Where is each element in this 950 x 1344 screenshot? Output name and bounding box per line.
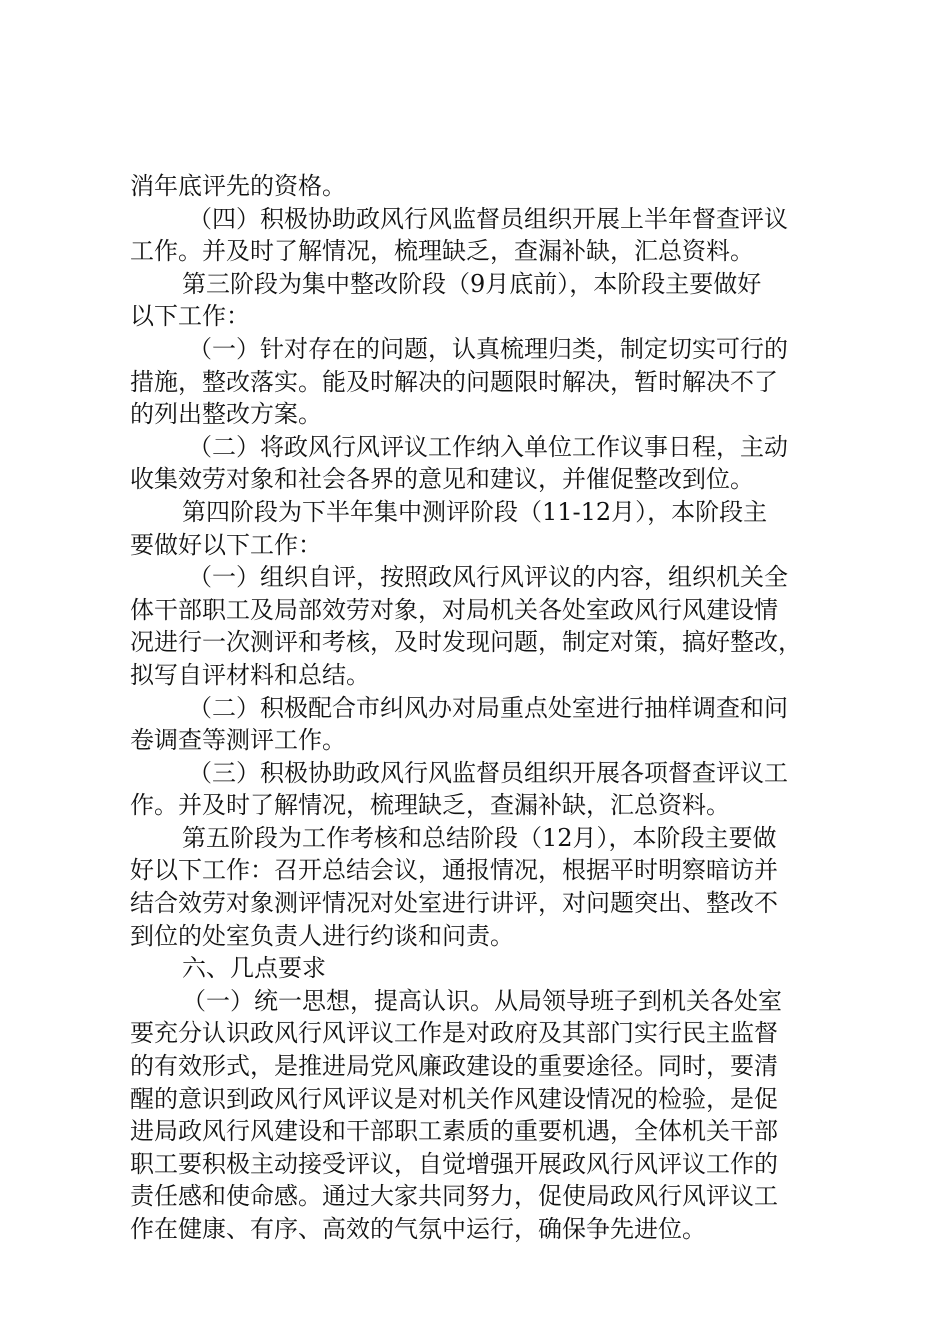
text-line: 职工要积极主动接受评议，自觉增强开展政风行风评议工作的 xyxy=(130,1149,778,1178)
text-line: 的列出整改方案。 xyxy=(130,400,322,429)
text-line: 要做好以下工作： xyxy=(130,530,322,559)
text-line: 责任感和使命感。通过大家共同努力，促使局政风行风评议工 xyxy=(130,1182,778,1211)
text-line: 措施，整改落实。能及时解决的问题限时解决，暂时解决不了 xyxy=(130,367,778,396)
text-line: 收集效劳对象和社会各界的意见和建议，并催促整改到位。 xyxy=(130,465,754,494)
text-line: 第三阶段为集中整改阶段（9月底前），本阶段主要做好 xyxy=(182,269,762,298)
text-line: 到位的处室负责人进行约谈和问责。 xyxy=(130,921,514,950)
text-line: （一）针对存在的问题，认真梳理归类，制定切实可行的 xyxy=(188,334,788,363)
text-line: 醒的意识到政风行风评议是对机关作风建设情况的检验，是促 xyxy=(130,1084,778,1113)
document-body xyxy=(130,170,830,1246)
text-line: （四）积极协助政风行风监督员组织开展上半年督查评议 xyxy=(188,204,788,233)
text-line: 卷调查等测评工作。 xyxy=(130,726,346,755)
text-line: （二）积极配合市纠风办对局重点处室进行抽样调查和问 xyxy=(188,693,788,722)
text-line: 好以下工作：召开总结会议，通报情况，根据平时明察暗访并 xyxy=(130,856,778,885)
text-line: 作。并及时了解情况，梳理缺乏，查漏补缺，汇总资料。 xyxy=(130,791,730,820)
text-line: 进局政风行风建设和干部职工素质的重要机遇，全体机关干部 xyxy=(130,1117,778,1146)
text-line: （一）组织自评，按照政风行风评议的内容，组织机关全 xyxy=(188,563,788,592)
text-line: 体干部职工及局部效劳对象，对局机关各处室政风行风建设情 xyxy=(130,595,778,624)
text-line: （二）将政风行风评议工作纳入单位工作议事日程，主动 xyxy=(188,432,788,461)
text-line: 第五阶段为工作考核和总结阶段（12月），本阶段主要做 xyxy=(182,823,777,852)
text-line: 六、几点要求 xyxy=(182,954,326,983)
text-line: 第四阶段为下半年集中测评阶段（11-12月），本阶段主 xyxy=(182,497,768,526)
text-line: 以下工作： xyxy=(130,302,250,331)
text-line: 要充分认识政风行风评议工作是对政府及其部门实行民主监督 xyxy=(130,1019,778,1048)
text-line: （三）积极协助政风行风监督员组织开展各项督查评议工 xyxy=(188,758,788,787)
text-line: 消年底评先的资格。 xyxy=(130,172,346,200)
text-line: 工作。并及时了解情况，梳理缺乏，查漏补缺，汇总资料。 xyxy=(130,237,754,266)
text-line: （一）统一思想，提高认识。从局领导班子到机关各处室 xyxy=(182,986,782,1015)
text-line: 作在健康、有序、高效的气氛中运行，确保争先进位。 xyxy=(130,1215,706,1243)
text-line: 结合效劳对象测评情况对处室进行讲评，对问题突出、整改不 xyxy=(130,889,778,918)
text-line: 拟写自评材料和总结。 xyxy=(130,660,370,689)
text-line: 况进行一次测评和考核，及时发现问题，制定对策，搞好整改， xyxy=(130,628,802,657)
text-line: 的有效形式，是推进局党风廉政建设的重要途径。同时，要清 xyxy=(130,1052,778,1081)
